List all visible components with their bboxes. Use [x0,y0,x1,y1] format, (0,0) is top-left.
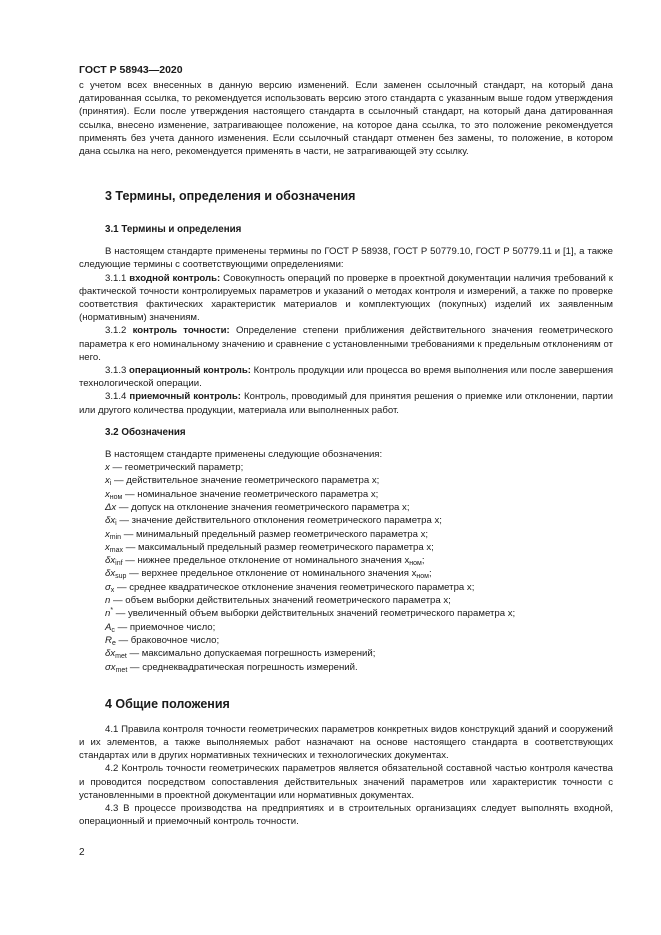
symbol: Δx [105,501,117,513]
symbol: n [105,595,111,607]
symbol-description: — номинальное значение геометрического параметра x; [122,488,379,500]
term-number: 3.1.4 [105,391,127,403]
symbol-description: — верхнее предельное отклонение от номинального значения x [126,568,417,580]
term-definition [79,390,613,416]
symbol-superscript: * [110,607,114,615]
symbol-subscript: i [115,520,117,528]
symbol-line [105,514,613,527]
term-definition [79,324,613,364]
term-definition [79,272,613,325]
symbol: x [105,462,110,474]
symbol: σ [105,581,111,593]
term-name: входной контроль: [129,272,221,284]
page-number: 2 [79,847,85,858]
symbol-line [105,661,613,674]
section-3-1-intro: В настоящем стандарте применены термины по ГОСТ Р 58938, ГОСТ Р 50779.10, ГОСТ Р 50779.11 и [1], а также следующие термины с соответствующими определениями: [79,246,613,271]
term-text: Контроль, проводимый для принятия решения о приемке или отклонении, партии или другого количества продукции, материала или выполненных работ. [79,391,613,416]
term-text: Контроль продукции или процесса во время выполнения или после завершения технологической операции. [79,365,614,390]
symbol: σx [105,661,116,673]
symbol-line [105,607,613,620]
symbol-line [105,634,613,647]
symbol-desc-subscript: ном [416,573,429,581]
symbol-line [105,474,613,487]
symbol-subscript: met [115,666,128,674]
symbol-subscript: inf [115,560,123,568]
symbol-subscript: ном [109,493,123,501]
symbol: x [105,488,110,500]
term-name: контроль точности: [132,325,230,337]
symbol-description: — среднеквадратическая погрешность измерений. [127,661,358,673]
symbol-subscript: e [111,639,116,647]
term-number: 3.1.2 [105,325,127,337]
symbol-line [105,581,613,594]
page-content [79,79,613,828]
symbol: x [105,475,110,487]
symbol-subscript: met [115,653,127,661]
symbol-subscript: min [109,533,122,541]
symbol: R [105,634,112,646]
symbol-desc-tail: ; [428,568,432,580]
page-header: ГОСТ Р 58943—2020 [79,64,183,76]
symbol-line [105,594,613,607]
symbol-description: — максимальный предельный размер геометрического параметра x; [123,541,434,553]
symbol-subscript: x [110,586,115,594]
term-name: приемочный контроль: [129,391,241,403]
symbol-description: — объем выборки действительных значений геометрического параметра x; [110,595,451,607]
section-4-paragraph: 4.3 В процессе производства на предприятиях и в строительных организациях следует выполнять входной, операционный и приемочный контроль точности. [79,803,613,828]
symbol-description: — допуск на отклонение значения геометрического параметра x; [116,501,410,513]
symbol-description: — действительное значение геометрического параметра x; [111,475,380,487]
symbol-line [105,647,613,660]
term-number: 3.1.1 [105,272,127,284]
symbol: n [105,608,111,620]
symbol-subscript: max [109,546,124,554]
term-name: операционный контроль: [129,365,251,377]
symbol-subscript: sup [115,573,127,581]
symbol-description: — приемочное число; [114,621,216,633]
symbol: x [105,528,110,540]
symbol-line [105,554,613,567]
symbol-desc-tail: ; [421,555,425,567]
section-4-title: 4 Общие положения [105,696,230,711]
symbol-line [105,621,613,634]
intro-paragraph: с учетом всех внесенных в данную версию изменений. Если заменен ссылочный стандарт, на который дана датированная ссылка, то рекомендуется использовать версию этого стандарта с указанным выше годом утверждения (принятия). Если после утверждения настоящего стандарта в ссылочный стандарт, на который дана датированная ссылка, внесено изменение, затрагивающее положение, на которое дана ссылка, то это положение рекомендуется применять без учета данного изменения. Если ссылочный стандарт отменен без замены, то положение, в котором дана ссылка на него, рекомендуется применять в части, не затрагивающей эту ссылку. [79,80,613,158]
section-4-paragraph: 4.1 Правила контроля точности геометрических параметров конкретных видов конструкций зданий и сооружений и их элементов, а также выполняемых работ назначают на основе настоящего стандарта в соответствующих стандартах или в других нормативных технических и технологических документах. [79,723,613,762]
symbol-line [105,541,613,554]
section-4-paragraph: 4.2 Контроль точности геометрических параметров является обязательной составной частью контроля качества и проводится посредством сопоставления действительных значений параметров или характеристик точности с установленными в проектной документации или нормативных документах. [79,763,613,801]
section-3-1-title: 3.1 Термины и определения [105,224,242,236]
term-text: Совокупность операций по проверке в проектной документации наличия требований к фактической точности контролируемых параметров и указаний о методах контроля и измерений, а также по проверке соответствия фактических характеристик материалов и комплектующих (покупных) изделий их заявленным (нормативным) значениям. [79,272,613,324]
term-text: Определение степени приближения действительного значения геометрического параметра к его номинальному значению и сравнение с установленными требованиями к предельным отклонениям от него. [79,325,613,363]
symbol-description: — геометрический параметр; [109,462,244,474]
symbols-list [79,461,613,674]
symbol: δx [105,555,116,567]
section-4-body [79,723,613,829]
terms-list [79,272,613,417]
symbol-description: — значение действительного отклонения геометрического параметра x; [116,515,442,527]
symbol-line [105,488,613,501]
symbol-description: — среднее квадратическое отклонение значения геометрического параметра x; [114,581,475,593]
symbol-subscript: i [109,480,112,488]
term-definition [79,364,613,390]
symbol: δx [105,648,116,660]
symbol-description: — браковочное число; [115,634,220,646]
symbol-line [105,528,613,541]
section-3-title: 3 Термины, определения и обозначения [105,189,356,204]
symbol-subscript: c [111,626,115,634]
term-number: 3.1.3 [105,365,127,377]
symbol: A [105,621,112,633]
symbol: δx [105,515,116,527]
symbol-line [105,461,613,474]
symbol-desc-subscript: ном [409,560,422,568]
symbol-description: — минимальный предельный размер геометрического параметра x; [121,528,429,540]
symbol: δx [105,568,116,580]
symbol-line [105,501,613,514]
symbol-line [105,567,613,580]
symbol-description: — максимально допускаемая погрешность измерений; [126,648,376,660]
symbol-description: — нижнее предельное отклонение от номинального значения x [122,555,410,567]
symbol-description: — увеличенный объем выборки действительных значений геометрического параметра x; [113,608,516,620]
section-3-2-title: 3.2 Обозначения [105,426,186,438]
section-3-2-intro: В настоящем стандарте применены следующие обозначения: [105,448,383,460]
symbol: x [105,541,110,553]
